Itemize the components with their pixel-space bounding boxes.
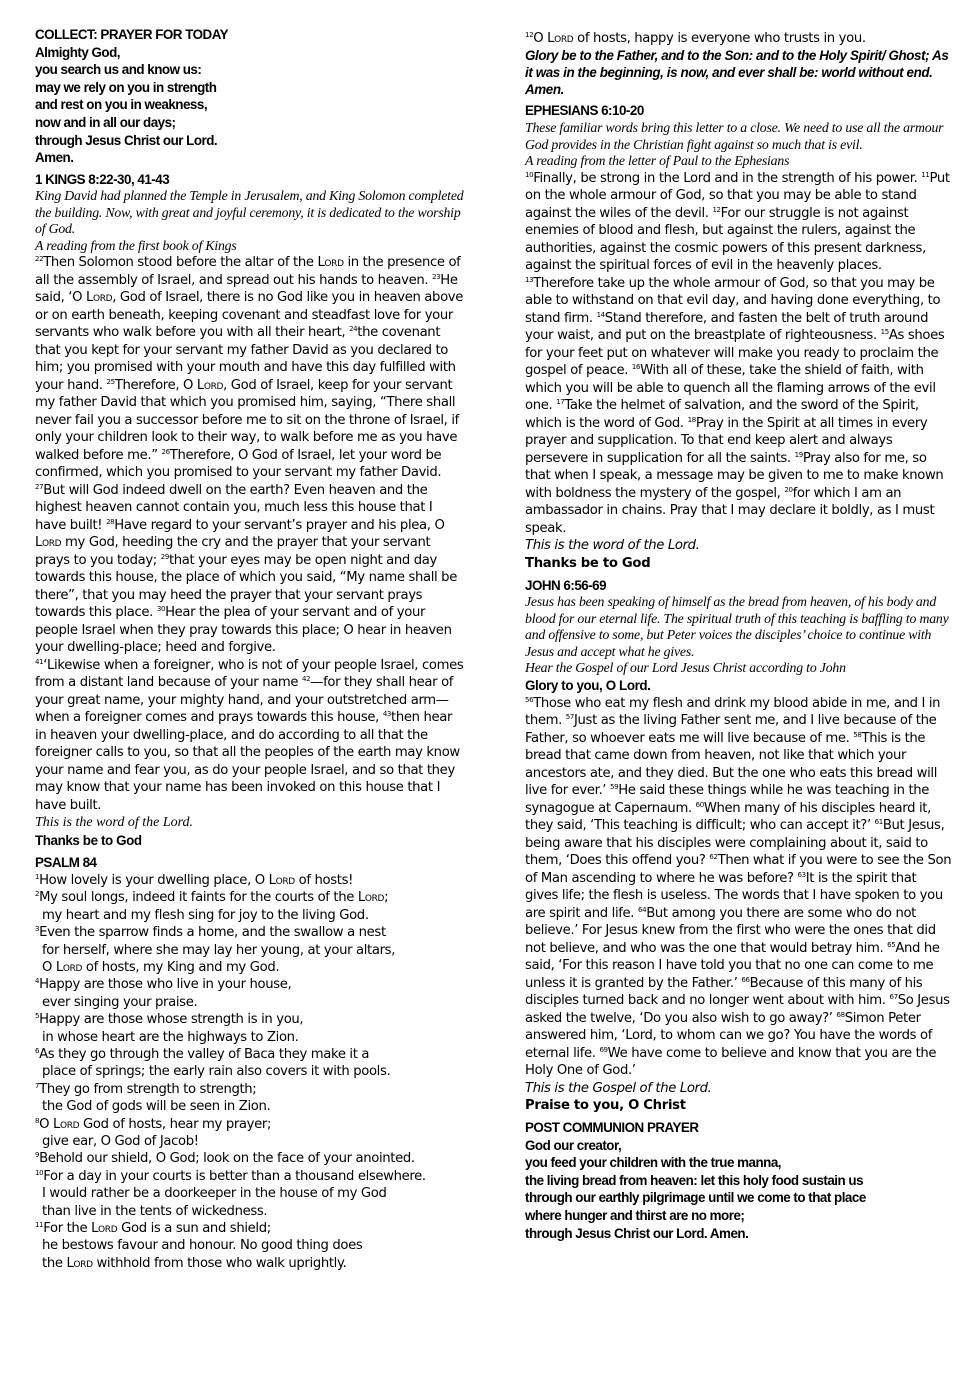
verse-number: 3	[35, 925, 40, 934]
verse-text: Pray in the Spirit at all times in every prayer and supplication. To that end keep alert and always persevere in supplication for all the saints.	[525, 415, 928, 466]
verse-number: 64	[638, 905, 647, 914]
kings-intro: King David had planned the Temple in Jerusalem, and King Solomon completed the building. Now, with great and joyful ceremony, it is dedicated to the worship of God.	[35, 188, 464, 237]
psalm-verse	[35, 976, 465, 1011]
verse-number: 22	[35, 255, 44, 264]
verse-text: Just as the living Father sent me, and I live because of the Father, so whoever eats me will live because of me.	[525, 713, 937, 746]
psalm-verse	[35, 889, 465, 924]
verse-number: 12	[525, 31, 534, 39]
john-intro: Jesus has been speaking of himself as the bread from heaven, of his body and blood for our eternal life. The spiritual truth of this teaching is baffling to many and offensive to some, but Peter voices the disciples’ choice to continue with Jesus and accept what he gives.	[525, 594, 949, 659]
psalm-verse	[35, 872, 465, 889]
verse-number: 13	[525, 275, 534, 284]
psalm-verse	[35, 1116, 465, 1151]
verse-text: Hear the plea of your servant and of your people Israel when they pray towards this place; O hear in heaven your dwelling-place; heed and forgive.	[35, 605, 452, 656]
verse-number: 62	[709, 853, 718, 862]
john-response-leader: This is the Gospel of the Lord.	[525, 1080, 712, 1096]
kings-text-paragraph-1	[35, 254, 465, 657]
verse-text: Therefore, O God of Israel, let your word be confirmed, which you promised to your servant my father David.	[35, 447, 442, 481]
psalm-line: my heart and my flesh sing for joy to the living God.	[42, 907, 369, 923]
verse-number: 56	[525, 695, 534, 704]
verse-number: 2	[35, 890, 40, 899]
verse-text: But Jesus, being aware that his disciples were complaining about it, said to them, ‘Does this offend you?	[525, 818, 945, 869]
kings-response-leader: This is the word of the Lord.	[35, 815, 194, 831]
psalm-verses	[35, 872, 465, 1272]
verse-number: 67	[889, 993, 898, 1002]
post-communion-line: through Jesus Christ our Lord. Amen.	[525, 1225, 749, 1241]
verse-text: Simon Peter answered him, ‘Lord, to whom can we go? You have the words of eternal life.	[525, 1010, 933, 1061]
verse-text: But among you there are some who do not believe.’ For Jesus knew from the first who were the ones that did not believe, and who was the one that would betray him.	[525, 905, 936, 956]
collect-line: now and in all our days;	[35, 114, 176, 130]
verse-number: 15	[880, 328, 889, 336]
verse-number: 30	[156, 605, 166, 614]
psalm-verse	[35, 1081, 465, 1116]
gloria-text: Glory be to the Father, and to the Son: and to the Holy Spirit/ Ghost; As it was in the beginning, is now, and ever shall be: world without end. Amen.	[525, 48, 949, 98]
verse-text: ‘Likewise when a foreigner, who is not of your people Israel, comes from a distant land because of your name	[35, 657, 464, 691]
post-communion-section	[525, 1119, 953, 1242]
psalm-verses-continued	[525, 30, 953, 47]
lord-smallcaps: Lord	[91, 1221, 118, 1237]
psalm-line: I would rather be a doorkeeper in the house of my God	[42, 1186, 387, 1202]
verse-number: 57	[565, 713, 574, 722]
psalm-line: he bestows favour and honour. No good thing does	[42, 1238, 363, 1254]
verse-number: 5	[35, 1012, 40, 1021]
psalm-line: $^4$Happy are those who live in your house,	[35, 977, 292, 993]
verse-number: 19	[794, 450, 803, 459]
verse-number: 12	[712, 205, 721, 214]
verse-number: 65	[887, 940, 896, 949]
verse-text: Therefore take up the whole armour of God, so that you may be able to withstand on that evil day, and having done everything, to stand firm.	[525, 275, 941, 326]
kings-text-paragraph-2	[35, 657, 465, 815]
verse-text: Those who eat my flesh and drink my blood abide in me, and I in them.	[525, 695, 941, 729]
verse-number: 23	[432, 272, 441, 281]
verse-number: 10	[525, 170, 534, 179]
verse-number: 28	[106, 517, 115, 526]
psalm-verse	[35, 924, 465, 976]
psalm-line: $^{11}$For the Lord God is a sun and shield;	[35, 1221, 271, 1237]
psalm-line: $^9$Behold our shield, O God; look on the face of your anointed.	[35, 1151, 415, 1167]
verse-text: Therefore, O Lord, God of Israel, keep for your servant my father David that which you promised him, saying, “There shall never fail you a successor before me to sit on the throne of Israel, if only your children look to their way, to walk before me as you have walked before me.”	[35, 377, 459, 463]
kings-reading	[35, 171, 465, 851]
verse-text: Stand therefore, and fasten the belt of truth around your waist, and put on the breastplate of righteousness.	[525, 310, 929, 343]
verse-number: 60	[695, 800, 704, 809]
verse-number: 61	[874, 818, 883, 827]
verse-number: 9	[35, 1151, 40, 1160]
psalm-section	[35, 854, 465, 1272]
verse-text: Put on the whole armour of God, so that you may be able to stand against the wiles of the devil.	[525, 170, 950, 221]
verse-number: 11	[35, 1221, 44, 1230]
verse-text: With all of these, take the shield of faith, with which you will be able to quench all the flaming arrows of the evil one.	[525, 363, 936, 413]
verse-text: But will God indeed dwell on the earth? Even heaven and the highest heaven cannot contain you, much less this house that I have built!	[35, 482, 433, 533]
psalm-line: place of springs; the early rain also covers it with pools.	[42, 1064, 391, 1080]
verse-number: 10	[35, 1168, 44, 1177]
psalm-line: give ear, O God of Jacob!	[42, 1134, 199, 1150]
verse-text: We have come to believe and know that you are the Holy One of God.’	[525, 1045, 937, 1079]
john-announcement: Hear the Gospel of our Lord Jesus Christ according to John	[525, 660, 846, 676]
verse-text: Because of this many of his disciples turned back and no longer went about with him.	[525, 975, 923, 1009]
verse-text: the covenant that you kept for your servant my father David as you declared to him; you promised with your mouth and have this day fulfilled with your hand.	[35, 325, 456, 393]
verse-text: This is the bread that came down from heaven, not like that which your ancestors ate, and they died. But the one who eats this bread will live for ever.’	[525, 730, 938, 799]
verse-number: 43	[382, 710, 392, 719]
verse-number: 27	[35, 482, 44, 491]
psalm-verse	[35, 1150, 465, 1167]
verse-number: 11	[921, 170, 930, 179]
collect-line: through Jesus Christ our Lord.	[35, 132, 218, 148]
psalm-line: than live in the tents of wickedness.	[42, 1203, 268, 1219]
verse-text: Pray also for me, so that when I speak, a message may be given to me to make known with boldness the mystery of the gospel,	[525, 450, 944, 501]
psalm-line: $^{10}$For a day in your courts is better than a thousand elsewhere.	[35, 1168, 426, 1184]
kings-title: 1 KINGS 8:22-30, 41-43	[35, 171, 170, 187]
collect-line: and rest on you in weakness,	[35, 97, 208, 113]
collect-line: Amen.	[35, 150, 74, 166]
verse-number: 24	[349, 325, 358, 334]
verse-number: 26	[161, 447, 170, 456]
psalm-verse	[35, 1046, 465, 1081]
psalm-line: O Lord of hosts, my King and my God.	[42, 959, 280, 975]
verse-text: Take the helmet of salvation, and the sword of the Spirit, which is the word of God.	[525, 398, 919, 431]
psalm-line: the Lord withhold from those who walk uprightly.	[42, 1255, 347, 1271]
psalm-verse	[525, 30, 953, 47]
john-text	[525, 695, 953, 1080]
psalm-gloria	[525, 47, 953, 98]
verse-text: As shoes for your feet put on whatever will make you ready to proclaim the gospel of peace.	[525, 328, 945, 378]
ephesians-announcement: A reading from the letter of Paul to the Ephesians	[525, 153, 790, 168]
collect-line: Almighty God,	[35, 44, 120, 60]
psalm-line: $^3$Even the sparrow finds a home, and the swallow a nest	[35, 925, 386, 941]
verse-number: 59	[609, 783, 619, 792]
psalm-title: PSALM 84	[35, 855, 97, 871]
verse-text: —for they shall hear of your great name, your mighty hand, and your outstretched arm—when a foreigner comes and prays towards this house,	[35, 675, 454, 726]
john-acclamation: Glory to you, O Lord.	[525, 677, 651, 693]
ephesians-response-leader: This is the word of the Lord.	[525, 538, 700, 553]
psalm-line: in whose heart are the highways to Zion.	[42, 1029, 299, 1045]
verse-text: And he said, ‘For this reason I have told you that no one can come to me unless it is granted by the Father.’	[525, 940, 940, 991]
lord-smallcaps: Lord	[196, 377, 224, 393]
verse-number: 17	[556, 398, 565, 406]
lord-smallcaps: Lord	[55, 959, 83, 975]
verse-text: So Jesus asked the twelve, ‘Do you also wish to go away?’	[525, 993, 950, 1026]
lord-smallcaps: Lord	[357, 890, 385, 906]
verse-text: Then what if you were to see the Son of Man ascending to where he was before?	[525, 853, 952, 886]
psalm-line: $^5$Happy are those whose strength is in you,	[35, 1012, 304, 1028]
verse-number: 1	[35, 872, 40, 881]
psalm-line: $^2$My soul longs, indeed it faints for the courts of the Lord;	[35, 890, 389, 906]
john-title: JOHN 6:56-69	[525, 577, 607, 593]
verse-number: 41	[35, 657, 44, 666]
psalm-verse	[35, 1011, 465, 1046]
kings-announcement: A reading from the first book of Kings	[35, 237, 237, 253]
collect-section	[35, 26, 465, 167]
verse-number: 29	[160, 552, 169, 561]
verse-number: 6	[35, 1047, 40, 1055]
verse-number: 7	[35, 1081, 40, 1090]
verse-number: 42	[302, 675, 311, 684]
verse-number: 25	[106, 377, 115, 386]
verse-text: He said these things while he was teaching in the synagogue at Capernaum.	[525, 783, 930, 816]
left-column	[35, 26, 465, 1272]
verse-text: For our struggle is not against enemies of blood and flesh, but against the rulers, against the authorities, against the cosmic powers of this present darkness, against the spiritual forces of evil in the heavenly places.	[525, 205, 926, 273]
verse-number: 68	[836, 1010, 845, 1019]
post-communion-line: God our creator,	[525, 1137, 622, 1153]
psalm-line: ever singing your praise.	[42, 994, 198, 1010]
right-column	[525, 30, 953, 1242]
lord-smallcaps: Lord	[268, 872, 295, 888]
collect-prayer	[35, 44, 465, 167]
psalm-line: $^6$As they go through the valley of Baca they make it a	[35, 1047, 370, 1062]
verse-text: He said, ‘O Lord, God of Israel, there is no God like you in heaven above or on earth beneath, keeping covenant and steadfast love for your servants who walk before you with all their heart,	[35, 272, 463, 341]
collect-line: may we rely on you in strength	[35, 79, 217, 95]
ephesians-title: EPHESIANS 6:10-20	[525, 103, 644, 119]
lord-smallcaps: Lord	[35, 535, 62, 551]
psalm-verse	[35, 1168, 465, 1220]
john-response-people: Praise to you, O Christ	[525, 1098, 686, 1114]
lord-smallcaps: Lord	[66, 1255, 93, 1271]
collect-line: you search us and know us:	[35, 62, 202, 78]
verse-text: that your eyes may be open night and day towards this house, the place of which you said, “My name shall be there”, that you may heed the prayer that your servant prays towards this place.	[35, 552, 457, 621]
verse-number: 66	[741, 975, 750, 984]
psalm-line: the God of gods will be seen in Zion.	[42, 1099, 271, 1115]
verse-text: When many of his disciples heard it, they said, ‘This teaching is difficult; who can accept it?’	[525, 800, 931, 834]
verse-text: for which I am an ambassador in chains. Pray that I may declare it boldly, as I must speak.	[525, 485, 935, 536]
kings-response-people: Thanks be to God	[35, 833, 142, 849]
lord-smallcaps: Lord	[317, 255, 344, 271]
verse-text: Finally, be strong in the Lord and in the strength of his power.	[533, 170, 922, 186]
post-communion-line: the living bread from heaven: let this holy food sustain us	[525, 1172, 864, 1188]
lord-smallcaps: Lord	[52, 1116, 80, 1132]
verse-number: 8	[35, 1116, 40, 1125]
verse-text: then hear in heaven your dwelling-place, and do according to all that the foreigner calls to you, so that all the peoples of the earth may know your name and fear you, as do your people Israel, and so that they may know that your name has been invoked on this house that I have built.	[35, 710, 460, 813]
verse-number: 14	[596, 310, 605, 319]
post-communion-line: through our earthly pilgrimage until we come to that place	[525, 1190, 866, 1206]
ephesians-text	[525, 170, 953, 538]
john-gospel	[525, 577, 953, 1116]
verse-text: It is the spirit that gives life; the flesh is useless. The words that I have spoken to you are spirit and life.	[525, 870, 943, 921]
post-communion-title: POST COMMUNION PRAYER	[525, 1120, 699, 1136]
psalm-line: for herself, where she may lay her young, at your altars,	[42, 942, 396, 958]
verse-number: 20	[784, 485, 793, 494]
ephesians-intro: These familiar words bring this letter to a close. We need to use all the armour God provides in the Christian fight against so much that is evil.	[525, 120, 944, 152]
collect-title: COLLECT: PRAYER FOR TODAY	[35, 27, 229, 42]
verse-number: 63	[797, 870, 806, 879]
verse-number: 16	[631, 363, 641, 371]
lord-smallcaps: Lord	[547, 31, 574, 46]
verse-number: 18	[687, 415, 696, 424]
lord-smallcaps: Lord	[86, 290, 113, 306]
verse-number: 69	[599, 1045, 608, 1054]
post-communion-prayer	[525, 1137, 953, 1243]
psalm-line: $^{12}$O Lord of hosts, happy is everyone who trusts in you.	[525, 31, 866, 46]
psalm-line: $^7$They go from strength to strength;	[35, 1081, 257, 1097]
post-communion-line: you feed your children with the true manna,	[525, 1155, 782, 1171]
post-communion-line: where hunger and thirst are no more;	[525, 1208, 745, 1224]
verse-text: Have regard to your servant’s prayer and his plea, O Lord my God, heeding the cry and the prayer that your servant prays to you today;	[35, 517, 445, 568]
ephesians-reading	[525, 102, 953, 572]
verse-number: 4	[35, 977, 40, 986]
verse-text: Then Solomon stood before the altar of the Lord in the presence of all the assembly of Israel, and spread out his hands to heaven.	[35, 255, 461, 288]
psalm-line: $^1$How lovely is your dwelling place, O Lord of hosts!	[35, 872, 354, 888]
psalm-verse	[35, 1220, 465, 1272]
verse-number: 58	[853, 730, 862, 739]
psalm-line: $^8$O Lord God of hosts, hear my prayer;	[35, 1116, 272, 1132]
ephesians-response-people: Thanks be to God	[525, 555, 651, 571]
